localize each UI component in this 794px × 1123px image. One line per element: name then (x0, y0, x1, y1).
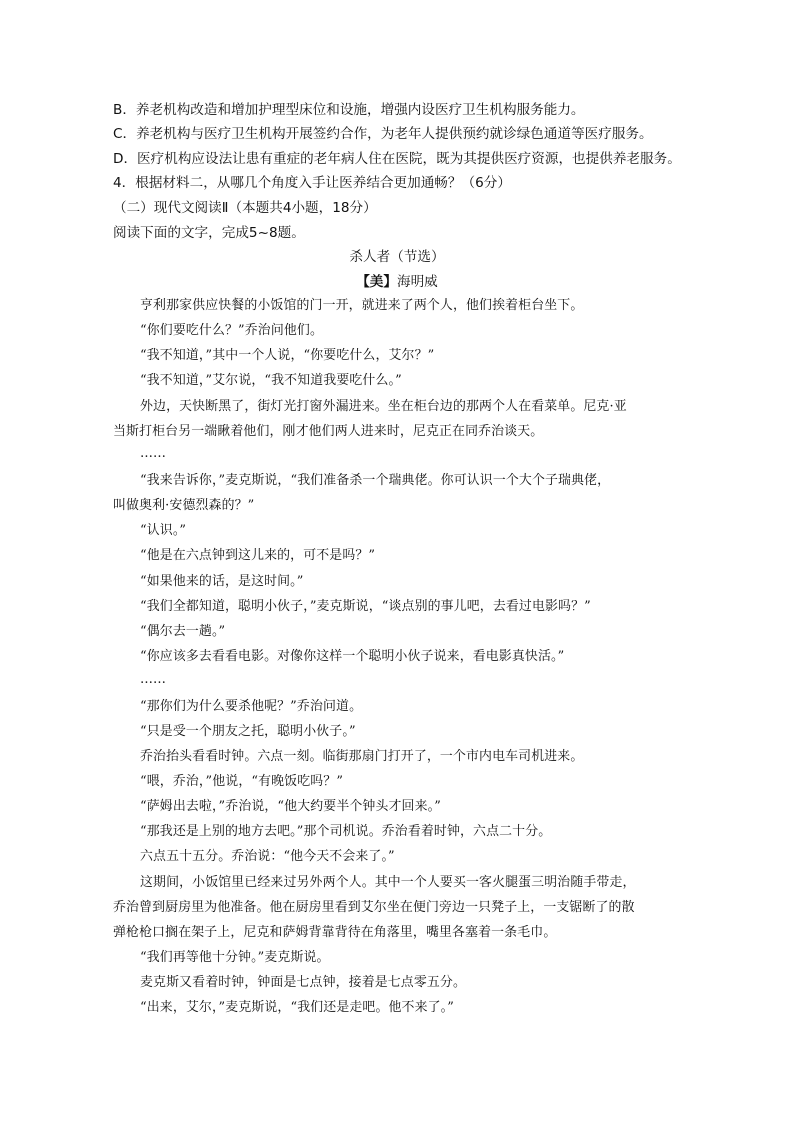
option-b: B．养老机构改造和增加护理型床位和设施，增强内设医疗卫生机构服务能力。 (113, 102, 585, 118)
story-paragraph: “我们再等他十分钟。”麦克斯说。 (140, 950, 330, 965)
story-paragraph: “你应该多去看看电影。对像你这样一个聪明小伙子说来，看电影真快活。” (140, 649, 565, 664)
option-d: D．医疗机构应设法让患有重症的老年病人住在医院，既为其提供医疗资源，也提供养老服务。 (113, 151, 681, 167)
question-4: 4．根据材料二，从哪几个角度入手让医养结合更加通畅？（6分） (113, 175, 511, 191)
story-paragraph: “你们要吃什么？”乔治问他们。 (140, 323, 324, 338)
option-c: C．养老机构与医疗卫生机构开展签约合作，为老年人提供预约就诊绿色通道等医疗服务。 (113, 126, 653, 142)
author-nationality: 【美】 (356, 274, 397, 290)
story-paragraph: 亨利那家供应快餐的小饭馆的门一开，就进来了两个人，他们挨着柜台坐下。 (140, 298, 584, 313)
story-paragraph: 乔治抬头看看时钟。六点一刻。临街那扇门打开了，一个市内电车司机进来。 (140, 749, 584, 764)
story-paragraph: 弹枪枪口搁在架子上，尼克和萨姆背靠背待在角落里，嘴里各塞着一条毛巾。 (113, 925, 557, 940)
story-paragraph: “偶尔去一趟。” (140, 624, 226, 639)
story-paragraph: “那你们为什么要杀他呢？”乔治问道。 (140, 699, 363, 714)
story-paragraph: “我来告诉你，”麦克斯说，“我们准备杀一个瑞典佬。你可认识一个大个子瑞典佬， (140, 473, 611, 488)
story-paragraph: “认识。” (140, 523, 187, 538)
story-paragraph: 乔治曾到厨房里为他准备。他在厨房里看到艾尔坐在便门旁边一只凳子上，一支锯断了的散 (113, 900, 635, 915)
story-paragraph: “萨姆出去啦，”乔治说，“他大约要半个钟头才回来。” (140, 799, 441, 814)
story-author (0, 273, 794, 291)
story-paragraph: “我们全都知道，聪明小伙子，”麦克斯说，“谈点别的事儿吧，去看过电影吗？” (140, 599, 591, 614)
ellipsis: …… (140, 446, 167, 461)
reading-instruction: 阅读下面的文字，完成5~8题。 (113, 225, 305, 241)
story-paragraph: 六点五十五分。乔治说：“他今天不会来了。” (140, 849, 395, 864)
story-title: 杀人者（节选） (349, 249, 445, 265)
story-paragraph: 麦克斯又看着时钟，钟面是七点钟，接着是七点零五分。 (140, 975, 467, 990)
story-paragraph: “那我还是上别的地方去吧。”那个司机说。乔治看着时钟，六点二十分。 (140, 824, 552, 839)
story-paragraph: “如果他来的话，是这时间。” (140, 574, 304, 589)
story-paragraph: “出来，艾尔，”麦克斯说，“我们还是走吧。他不来了。” (140, 1000, 454, 1015)
section-heading: （二）现代文阅读Ⅱ（本题共4小题，18分） (113, 200, 377, 216)
author-name: 海明威 (397, 274, 438, 290)
story-paragraph: “我不知道，”其中一个人说，“你要吃什么，艾尔？” (140, 348, 435, 363)
story-paragraph: “他是在六点钟到这儿来的，可不是吗？” (140, 548, 376, 563)
story-paragraph: 叫做奥利·安德烈森的？” (113, 498, 255, 513)
story-paragraph: “只是受一个朋友之托，聪明小伙子。” (140, 724, 356, 739)
story-paragraph: “我不知道，”艾尔说，“我不知道我要吃什么。” (140, 373, 402, 388)
story-paragraph: 这期间，小饭馆里已经来过另外两个人。其中一个人要买一客火腿蛋三明治随手带走， (140, 875, 636, 890)
story-paragraph: 外边，天快断黑了，街灯光打窗外漏进来。坐在柜台边的那两个人在看菜单。尼克·亚 (140, 399, 627, 414)
story-paragraph: 当斯打柜台另一端瞅着他们，刚才他们两人进来时，尼克正在同乔治谈天。 (113, 424, 544, 439)
ellipsis: …… (140, 672, 167, 687)
story-paragraph: “喂，乔治，”他说，“有晚饭吃吗？” (140, 774, 344, 789)
